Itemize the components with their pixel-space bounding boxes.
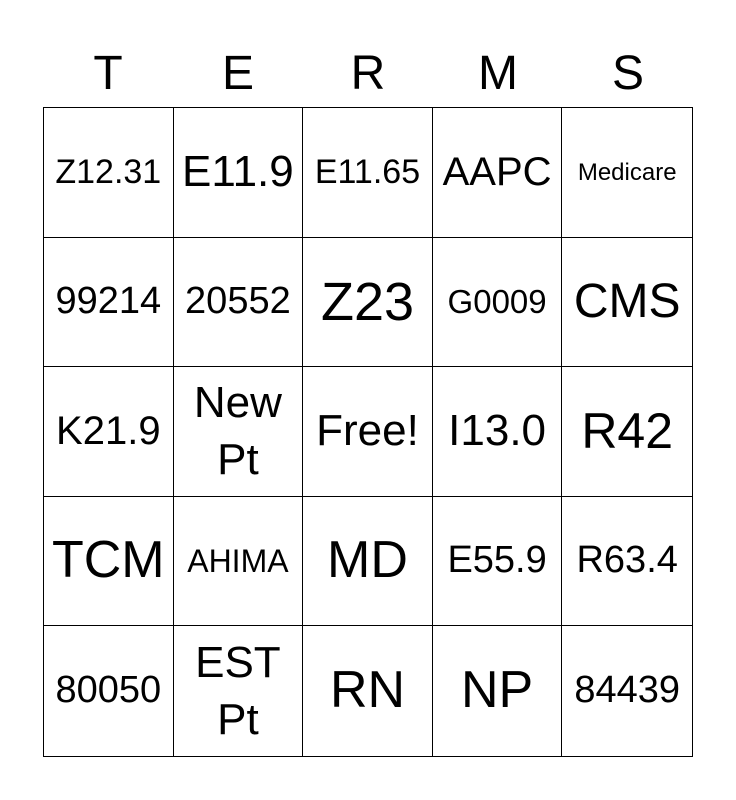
bingo-cell[interactable] [303,497,433,627]
bingo-board [43,107,693,757]
bingo-cell[interactable] [433,626,563,756]
bingo-cell[interactable] [433,497,563,627]
bingo-cell[interactable] [303,367,433,497]
bingo-cell[interactable] [303,108,433,238]
cell-label: Free! [316,406,419,456]
header-letter-t: T [93,47,123,100]
bingo-cell[interactable] [44,238,174,368]
bingo-cell[interactable] [174,238,304,368]
header-letter-s: S [611,47,644,100]
cell-label: CMS [573,275,681,329]
bingo-cell[interactable] [44,108,174,238]
cell-label: MD [327,531,408,590]
bingo-cell[interactable] [562,367,692,497]
cell-label: E55.9 [447,539,547,582]
bingo-cell[interactable] [174,367,304,497]
cell-label: EST Pt [195,638,281,745]
cell-label: Z12.31 [55,152,162,191]
cell-label: 84439 [574,669,681,712]
bingo-cell[interactable] [303,238,433,368]
cell-label: 99214 [55,280,162,323]
cell-label: New Pt [193,378,282,485]
bingo-header [43,40,693,108]
cell-label: NP [460,661,534,720]
bingo-cell[interactable] [562,108,692,238]
bingo-cell[interactable] [303,626,433,756]
cell-label: AAPC [442,150,552,195]
header-letter-m: M [478,47,518,100]
bingo-cell[interactable] [433,108,563,238]
cell-label: R63.4 [576,539,678,582]
cell-label: Medicare [577,158,677,186]
cell-label: R42 [581,402,674,459]
cell-label: K21.9 [56,409,161,454]
cell-label: E11.9 [182,147,294,196]
bingo-cell[interactable] [174,108,304,238]
bingo-cell[interactable] [174,497,304,627]
bingo-cell[interactable] [44,626,174,756]
cell-label: 80050 [55,669,162,712]
cell-label: RN [329,661,406,720]
bingo-cell[interactable] [44,497,174,627]
cell-label: Z23 [320,271,415,332]
bingo-cell[interactable] [44,367,174,497]
cell-label: E11.65 [314,152,421,191]
bingo-cell[interactable] [433,238,563,368]
cell-label: 20552 [185,280,291,323]
cell-label: TCM [51,531,165,590]
bingo-cell[interactable] [433,367,563,497]
bingo-cell[interactable] [562,238,692,368]
bingo-cell[interactable] [562,497,692,627]
header-letter-e: E [221,47,254,100]
header-letter-r: R [350,47,386,100]
cell-label: G0009 [447,282,547,320]
cell-label: I13.0 [448,406,547,456]
cell-label: AHIMA [187,542,289,579]
bingo-cell[interactable] [562,626,692,756]
bingo-cell[interactable] [174,626,304,756]
